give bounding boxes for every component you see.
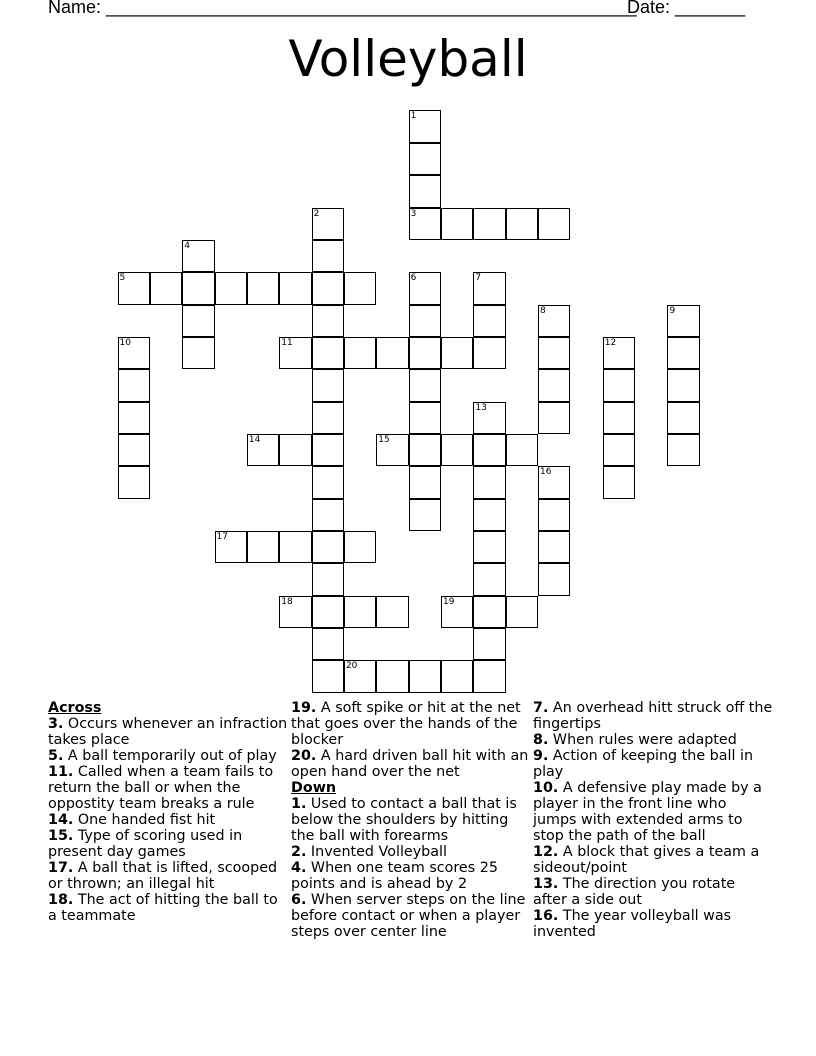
crossword-cell[interactable] <box>118 337 150 369</box>
cell-number: 13 <box>475 402 487 413</box>
crossword-cell[interactable] <box>118 434 150 466</box>
crossword-cell[interactable] <box>279 531 311 563</box>
cell-number: 14 <box>248 434 261 445</box>
cell-number: 8 <box>540 305 546 316</box>
crossword-cell[interactable] <box>538 499 570 531</box>
crossword-cell[interactable] <box>215 531 247 563</box>
crossword-cell[interactable] <box>473 208 505 240</box>
clue-text: Used to contact a ball that is below the shoulders by hitting the ball with forearms <box>291 796 517 844</box>
clue-text: A hard driven ball hit with an open hand over the net <box>291 748 529 780</box>
crossword-cell[interactable] <box>409 466 441 498</box>
cell-number: 10 <box>119 337 131 348</box>
crossword-cell[interactable] <box>312 466 344 498</box>
down-clue <box>291 796 531 844</box>
clue-number: 5. <box>48 748 64 764</box>
crossword-cell[interactable] <box>376 337 408 369</box>
crossword-cell[interactable] <box>312 369 344 401</box>
cell-number: 11 <box>281 337 293 348</box>
crossword-cell[interactable] <box>506 434 538 466</box>
crossword-cell[interactable] <box>473 660 505 692</box>
across-heading: Across <box>48 700 102 716</box>
down-clue <box>533 780 773 844</box>
crossword-cell[interactable] <box>312 531 344 563</box>
clue-text: Invented Volleyball <box>306 844 447 860</box>
crossword-cell[interactable] <box>312 596 344 628</box>
clue-text: When one team scores 25 points and is ahead by 2 <box>291 860 498 892</box>
crossword-cell[interactable] <box>409 337 441 369</box>
clue-text: A soft spike or hit at the net that goes over the hands of the blocker <box>291 700 521 748</box>
clue-text: A block that gives a team a sideout/point <box>533 844 760 876</box>
crossword-cell[interactable] <box>473 272 505 304</box>
crossword-cell[interactable] <box>312 272 344 304</box>
crossword-cell[interactable] <box>312 660 344 692</box>
clue-number: 11. <box>48 764 74 780</box>
date-field[interactable] <box>627 0 745 18</box>
clue-text: A ball temporarily out of play <box>63 748 277 764</box>
down-clue <box>533 732 773 748</box>
cell-number: 15 <box>378 434 390 445</box>
crossword-cell[interactable] <box>667 402 699 434</box>
clue-number: 3. <box>48 716 64 732</box>
clue-number: 14. <box>48 812 74 828</box>
clue-number: 7. <box>533 700 549 716</box>
crossword-cell[interactable] <box>409 499 441 531</box>
crossword-cell[interactable] <box>376 596 408 628</box>
clue-number: 1. <box>291 796 307 812</box>
clues-col2 <box>291 700 531 940</box>
crossword-cell[interactable] <box>312 208 344 240</box>
crossword-cell[interactable] <box>473 337 505 369</box>
crossword-cell[interactable] <box>441 337 473 369</box>
clue-text: The direction you rotate after a side out <box>533 876 736 908</box>
crossword-cell[interactable] <box>279 596 311 628</box>
clue-number: 20. <box>291 748 317 764</box>
clue-number: 12. <box>533 844 559 860</box>
clue-number: 10. <box>533 780 559 796</box>
cell-number: 2 <box>313 208 320 219</box>
crossword-cell[interactable] <box>473 596 505 628</box>
clue-text: Action of keeping the ball in play <box>533 748 754 780</box>
cell-number: 9 <box>669 305 676 316</box>
down-clue <box>533 700 773 732</box>
crossword-cell[interactable] <box>538 208 570 240</box>
crossword-cell[interactable] <box>667 305 699 337</box>
crossword-cell[interactable] <box>473 434 505 466</box>
cell-number: 3 <box>410 208 417 219</box>
down-clue <box>533 876 773 908</box>
crossword-cell[interactable] <box>312 434 344 466</box>
across-clue <box>291 748 531 780</box>
date-label: Date: <box>627 0 676 17</box>
crossword-cell[interactable] <box>247 272 279 304</box>
down-clue <box>291 844 531 860</box>
across-clue <box>291 700 531 748</box>
crossword-cell[interactable] <box>312 305 344 337</box>
crossword-cell[interactable] <box>538 402 570 434</box>
across-clue <box>48 860 288 892</box>
crossword-cell[interactable] <box>344 272 376 304</box>
crossword-cell[interactable] <box>441 208 473 240</box>
crossword-cell[interactable] <box>409 305 441 337</box>
crossword-cell[interactable] <box>118 272 150 304</box>
crossword-cell[interactable] <box>603 466 635 498</box>
down-clue <box>533 748 773 780</box>
crossword-cell[interactable] <box>409 272 441 304</box>
clue-number: 19. <box>291 700 317 716</box>
crossword-cell[interactable] <box>667 337 699 369</box>
clue-number: 17. <box>48 860 74 876</box>
crossword-cell[interactable] <box>312 337 344 369</box>
down-clue <box>291 860 531 892</box>
crossword-cell[interactable] <box>118 369 150 401</box>
crossword-cell[interactable] <box>441 434 473 466</box>
crossword-cell[interactable] <box>538 337 570 369</box>
crossword-cell[interactable] <box>409 369 441 401</box>
page-title: Volleyball <box>288 30 528 88</box>
cell-number: 20 <box>345 661 358 672</box>
crossword-cell[interactable] <box>312 402 344 434</box>
clue-text: Called when a team fails to return the ball or when the oppostity team breaks a rule <box>48 764 274 812</box>
clue-number: 6. <box>291 892 307 908</box>
name-line[interactable]: _____________________________________________________ <box>106 0 637 17</box>
crossword-cell[interactable] <box>473 628 505 660</box>
crossword-cell[interactable] <box>538 369 570 401</box>
crossword-cell[interactable] <box>312 563 344 595</box>
clue-number: 2. <box>291 844 307 860</box>
crossword-cell[interactable] <box>667 369 699 401</box>
down-clue <box>533 844 773 876</box>
clue-number: 9. <box>533 748 549 764</box>
crossword-cell[interactable] <box>118 466 150 498</box>
crossword-cell[interactable] <box>667 434 699 466</box>
crossword-cell[interactable] <box>409 175 441 207</box>
crossword-cell[interactable] <box>473 563 505 595</box>
clue-text: Occurs whenever an infraction takes place <box>48 716 288 748</box>
cell-number: 6 <box>410 273 417 284</box>
crossword-cell[interactable] <box>473 499 505 531</box>
clue-number: 15. <box>48 828 74 844</box>
crossword-cell[interactable] <box>409 434 441 466</box>
clue-text: An overhead hitt struck off the fingertips <box>533 700 773 732</box>
cell-number: 16 <box>540 467 552 478</box>
crossword-cell[interactable] <box>409 660 441 692</box>
crossword-cell[interactable] <box>118 402 150 434</box>
clue-number: 8. <box>533 732 549 748</box>
clue-number: 18. <box>48 892 74 908</box>
crossword-cell[interactable] <box>409 402 441 434</box>
cell-number: 4 <box>184 240 190 251</box>
clue-number: 16. <box>533 908 559 924</box>
crossword-cell[interactable] <box>247 531 279 563</box>
crossword-cell[interactable] <box>215 272 247 304</box>
down-clue <box>291 892 531 940</box>
across-clue <box>48 828 288 860</box>
cell-number: 1 <box>410 111 417 122</box>
crossword-cell[interactable] <box>344 337 376 369</box>
crossword-cell[interactable] <box>247 434 279 466</box>
crossword-cell[interactable] <box>506 208 538 240</box>
crossword-cell[interactable] <box>312 240 344 272</box>
across-clue <box>48 892 288 924</box>
clue-text: A ball that is lifted, scooped or thrown; an illegal hit <box>48 860 278 892</box>
clue-text: A defensive play made by a player in the front line who jumps with extended arms to stop the path of the ball <box>533 780 762 844</box>
crossword-cell[interactable] <box>150 272 182 304</box>
cell-number: 19 <box>443 596 455 607</box>
clue-text: One handed fist hit <box>73 812 216 828</box>
crossword-cell[interactable] <box>312 628 344 660</box>
across-clue <box>48 748 288 764</box>
crossword-cell[interactable] <box>279 337 311 369</box>
crossword-cell[interactable] <box>538 563 570 595</box>
cell-number: 17 <box>216 532 228 542</box>
down-clues-col3 <box>533 700 773 940</box>
crossword-cell[interactable] <box>473 305 505 337</box>
crossword-cell[interactable] <box>312 499 344 531</box>
crossword-cell[interactable] <box>538 305 570 337</box>
across-clue <box>48 716 288 748</box>
cell-number: 7 <box>475 273 482 284</box>
clue-number: 13. <box>533 876 559 892</box>
across-clue <box>48 812 288 828</box>
down-clue <box>533 908 773 940</box>
clue-text: When rules were adapted <box>548 732 737 748</box>
crossword-cell[interactable] <box>182 272 214 304</box>
cell-number: 12 <box>604 337 617 348</box>
crossword-cell[interactable] <box>603 434 635 466</box>
crossword-cell[interactable] <box>344 660 376 692</box>
across-clues-col1 <box>48 700 288 924</box>
crossword-cell[interactable] <box>409 208 441 240</box>
clue-text: The act of hitting the ball to a teammate <box>48 892 278 924</box>
name-field[interactable] <box>48 0 637 18</box>
crossword-cell[interactable] <box>538 466 570 498</box>
cell-number: 18 <box>281 596 293 607</box>
clue-number: 4. <box>291 860 307 876</box>
clue-text: The year volleyball was invented <box>533 908 732 940</box>
crossword-cell[interactable] <box>603 402 635 434</box>
crossword-cell[interactable] <box>182 240 214 272</box>
clue-text: When server steps on the line before contact or when a player steps over center line <box>291 892 526 940</box>
clue-text: Type of scoring used in present day games <box>48 828 243 860</box>
crossword-cell[interactable] <box>279 434 311 466</box>
crossword-cell[interactable] <box>344 596 376 628</box>
crossword-cell[interactable] <box>376 660 408 692</box>
date-line[interactable]: _______ <box>675 0 746 17</box>
crossword-cell[interactable] <box>344 531 376 563</box>
cell-number: 5 <box>119 273 126 284</box>
down-heading: Down <box>291 780 337 796</box>
crossword-cell[interactable] <box>603 369 635 401</box>
name-label: Name: <box>48 0 107 17</box>
crossword-cell[interactable] <box>409 110 441 142</box>
crossword-cell[interactable] <box>182 305 214 337</box>
across-clue <box>48 764 288 812</box>
crossword-cell[interactable] <box>441 596 473 628</box>
crossword-cell[interactable] <box>538 531 570 563</box>
crossword-cell[interactable] <box>182 337 214 369</box>
crossword-cell[interactable] <box>473 402 505 434</box>
crossword-cell[interactable] <box>279 272 311 304</box>
crossword-cell[interactable] <box>441 660 473 692</box>
crossword-cell[interactable] <box>603 337 635 369</box>
crossword-cell[interactable] <box>473 531 505 563</box>
crossword-cell[interactable] <box>376 434 408 466</box>
crossword-cell[interactable] <box>473 466 505 498</box>
crossword-cell[interactable] <box>506 596 538 628</box>
crossword-cell[interactable] <box>409 143 441 175</box>
